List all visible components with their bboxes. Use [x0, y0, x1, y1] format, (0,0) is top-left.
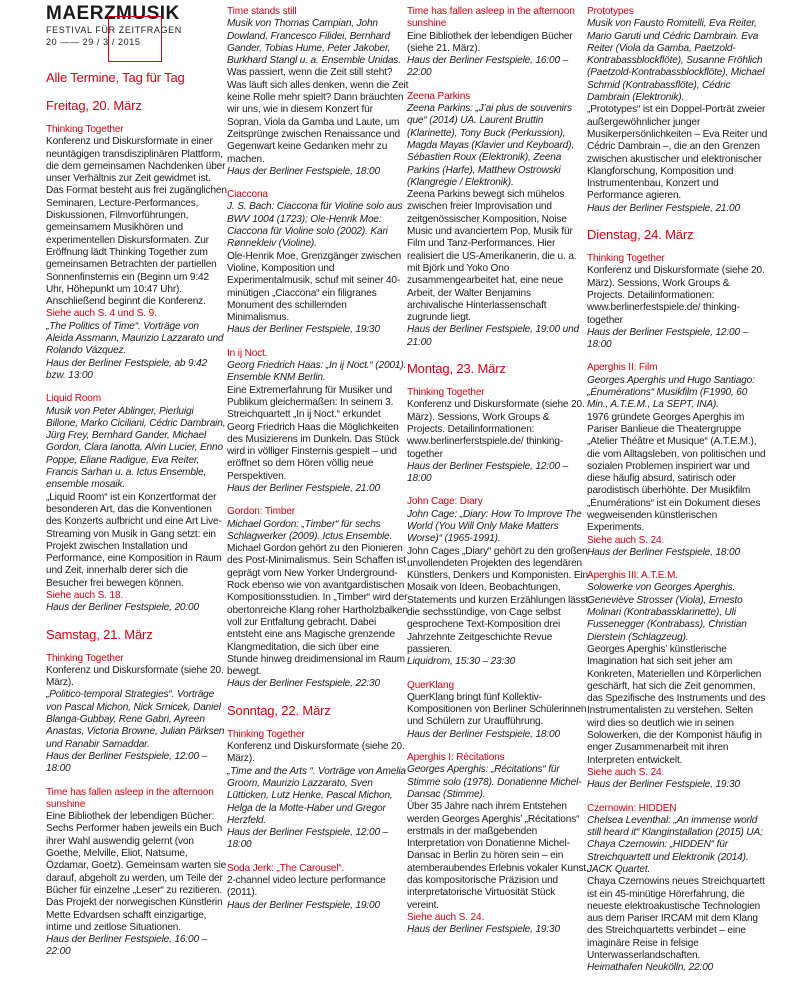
event-aperghis-atem	[587, 570, 769, 791]
event-venue: Haus der Berliner Festspiele, ab 9:42 bzw. 13:00	[46, 357, 208, 381]
event-venue: Haus der Berliner Festspiele, 19:30	[227, 324, 380, 336]
event-body: Konferenz und Diskursformate (siehe 20. März). Sessions, Work Groups & Projects. Detailinformationen: www.berlinerfestspiele.de/ thinking-together	[587, 265, 765, 326]
column-3	[407, 6, 589, 947]
event-gordon-timber	[227, 506, 409, 690]
day-heading-tuesday: Dienstag, 24. März	[587, 227, 694, 243]
event-body: QuerKlang bringt fünf Kollektiv-Kompositionen von Berliner Schülerinnen und Schülern zur Uraufführung.	[407, 691, 587, 728]
event-venue: Haus der Berliner Festspiele, 19:30	[587, 779, 740, 791]
event-liquid-room	[46, 393, 228, 614]
event-title: Soda Jerk: „The Carousel“.	[227, 862, 345, 874]
event-title: Gordon: Timber	[227, 506, 296, 518]
event-venue: Haus der Berliner Festspiele, 19:00 und 21:00	[407, 324, 580, 348]
event-title: Aperghis II: Film	[587, 362, 658, 374]
event-ciaccona	[227, 189, 409, 337]
event-credits: „Politico-temporal Strategies“. Vorträge von Pascal Michon, Nick Srnicek, Daniel Blanga-Gubbay, Rene Gabri, Ayreen Anastas, Victoria Browne, Julian Pärksen und Ranabir Samaddar.	[46, 689, 225, 750]
event-credits: „Time and the Arts “. Vorträge von Amelia Groom, Maurizio Lazzarato, Sven Lütticken, Lutz Henke, Pascal Michon, Helga de la Motte-Haber und Gregor Herzfeld.	[227, 765, 406, 826]
event-venue: Haus der Berliner Festspiele, 22:30	[227, 678, 380, 690]
event-thinking-together-so	[227, 729, 409, 852]
event-body: Zeena Parkins bewegt sich mühelos zwischen freier Improvisation und zeitgenössischer Komposition, Noise Music und avanciertem Pop, Musik für Film und Tanz-Performances. Hier realisiert die US-Amerikanerin, die u. a. mit Björk und Yoko Ono zusammengearbeitet hat, eine neue Arbeit, der Walter Benjamins archivalische Hinterlassenschaft zugrunde liegt.	[407, 189, 577, 324]
day-heading-sunday: Sonntag, 22. März	[227, 702, 331, 718]
event-soda-jerk	[227, 863, 409, 912]
event-reference: Siehe auch S. 24.	[407, 911, 485, 923]
event-venue: Haus der Berliner Festspiele, 21:00	[587, 202, 740, 214]
event-title: In ij Noct.	[227, 347, 268, 359]
event-title: Time stands still	[227, 6, 297, 17]
event-title: Zeena Parkins	[407, 90, 471, 102]
event-in-ij-noct	[227, 348, 409, 496]
event-venue: Haus der Berliner Festspiele, 19:30	[407, 924, 560, 936]
event-credits: Musik von Peter Ablinger, Pierluigi Billone, Marko Ciciliani, Cédric Dambrain, Jürg Frey, Bernhard Gander, Michael Gordon, Clara Ianotta, Alvin Lucier, Enno Poppe, Eliane Radigue, Eva Reiter, Francis Sarhan u. a. Ictus Ensemble, ensemble mosaik.	[46, 405, 226, 491]
event-reference: Siehe auch S. 24.	[587, 534, 665, 546]
event-credits: Chelsea Leventhal: „An immense world still heard it“ Klanginstallation (2015) UA; Chaya Czernowin: „HIDDEN“ für Streichquartett und Elektronik (2014). JACK Quartet.	[587, 814, 763, 875]
event-body: Über 35 Jahre nach ihrem Entstehen werden Georges Aperghis’ „Récitations“ erstmals in der maßgebenden Interpretation von Donatienne Michel-Dansac in Berlin zu hören sein – ein atemberaubendes Erlebnis vokaler Kunst, das kompositorische Präzision und interpretatorische Virtuosität Stück vereint.	[407, 801, 589, 911]
event-body: Chaya Czernowins neues Streichquartett ist ein 45-minütige Hörerfahrung, die neueste elektroakustische Technologien aus dem Pariser IRCAM mit dem Klang des Streichquartetts verbindet – eine imaginäre Reise in felsige Unterwasserlandschaften.	[587, 876, 765, 962]
event-time-stands-still	[227, 6, 409, 178]
event-reference: Siehe auch S. 18.	[46, 589, 124, 601]
event-venue: Haus der Berliner Festspiele, 18:00	[587, 546, 740, 558]
event-credits: Georg Friedrich Haas: „In ij Noct.“ (2001). Ensemble KNM Berlin.	[227, 360, 407, 384]
logo-frame	[108, 16, 162, 62]
event-venue: Haus der Berliner Festspiele, 12:00 – 18:00	[46, 750, 208, 775]
event-title: Thinking Together	[227, 728, 305, 740]
event-time-has-fallen-asleep-so	[407, 6, 589, 80]
event-body: John Cages „Diary“ gehört zu den großen unvollendeten Projekten des legendären Künstlers, Denkers und Komponisten. Ein Mosaik von Ideen, Beobachtungen, Statements und kurzen Erzählungen lässt die sechsstündige, von Cage selbst gesprochene Text-Komposition drei Jahrzehnte Zeitgeschichte Revue passieren.	[407, 545, 588, 655]
event-body: Konferenz und Diskursformate (siehe 20. März).	[227, 741, 405, 765]
column-2	[227, 6, 409, 923]
event-aperghis-film	[587, 362, 769, 559]
event-title: Ciaccona	[227, 189, 268, 201]
event-title: QuerKlang	[407, 679, 454, 691]
event-title: John Cage: Diary	[407, 496, 483, 508]
event-prototypes	[587, 6, 769, 215]
event-title: Thinking Together	[46, 652, 124, 664]
event-credits: Michael Gordon: „Timber“ für sechs Schlagwerker (2009). Ictus Ensemble.	[227, 518, 393, 542]
event-venue: Haus der Berliner Festspiele, 19:00	[227, 899, 380, 911]
event-body: Konferenz und Diskursformate (siehe 20. März).	[46, 664, 224, 689]
event-body: 2-channel video lecture performance (2011).	[227, 875, 386, 899]
event-title: Thinking Together	[587, 253, 665, 265]
day-heading-monday: Montag, 23. März	[407, 361, 506, 377]
event-zeena-parkins	[407, 91, 589, 349]
event-venue: Heimathafen Neukölln, 22:00	[587, 962, 714, 974]
event-title: Time has fallen asleep in the afternoon sunshine	[407, 6, 575, 30]
event-body: Ole-Henrik Moe, Grenzgänger zwischen Violine, Komposition und Experimentalmusik, schuf mit seiner 40-minütigen „Ciaccona“ ein filigranes Monument des schillernden Minimalismus.	[227, 250, 402, 324]
event-credits: Musik von Fausto Romitelli, Eva Reiter, Mario Garuti und Cédric Dambrain. Eva Reiter (Viola da Gamba, Paetzold-Kontrabassblockflöte), Susanne Fröhlich (Paetzold-Kontrabassblockflöte), Michael Schmid (Kontrabassflöte), Cédric Dambrain (Elektronik).	[587, 18, 765, 104]
event-title: Liquid Room	[46, 393, 102, 405]
event-body: „Liquid Room“ ist ein Konzertformat der besonderen Art, das die Konventionen des Konzerts aufbricht und eine Art Live-Streaming von Musik in Gang setzt: ein Projekt zwischen Installation und Performance, eine Komposition in Raum und Zeit, innerhalb derer sich die Besucher frei bewegen können.	[46, 491, 222, 589]
event-thinking-together-sa	[46, 653, 228, 776]
event-body: 1976 gründete Georges Aperghis im Pariser Banlieue die Theatergruppe „Atelier Théâtre et Musique“ (A.T.E.M.), die vom Alltagsleben, von politischen und sozialen Problemen inspiriert war und diese häufig absurd, satirisch oder parodistisch überhöhte. Der Musikfilm „Énumérations“ ist ein Dokument dieses wegweisenden künstlerischen Experiments.	[587, 411, 766, 534]
event-thinking-together-fr	[46, 124, 228, 382]
logo-name: MAERZMUSIK	[46, 3, 180, 24]
event-john-cage-diary	[407, 496, 589, 668]
event-body: Konferenz und Diskursformate (siehe 20. März). Sessions, Work Groups & Projects. Detailinformationen: www.berlinerferstspiele.de/ thinking-together	[407, 399, 585, 460]
day-heading-friday: Freitag, 20. März	[46, 98, 142, 113]
event-title: Aperghis III: A.T.E.M.	[587, 570, 678, 582]
event-body: Was passiert, wenn die Zeit still steht? Was läuft sich alles denken, wenn die Zeit keine Rolle mehr spielt? Dann bräuchten wir uns, wie in diesem Konzert für Sopran, Viola da Gamba und Laute, um Zeitsprünge zwischen Renaissance und Gegenwart keine Gedanken mehr zu machen.	[227, 67, 409, 165]
event-body: Georges Aperghis’ künstlerische Imagination hat sich seit jeher am Konkreten, Materiellen und Körperlichen geschärft, hat sich die Zeit genommen, das Spezifische des Instruments und des Instrumentalisten zu verstehen. Selten wird dies so deutlich wie in seinen Solowerken, die der Komponist häufig in enger Zusammenarbeit mit ihren Interpreten entwickelt.	[587, 643, 766, 766]
event-venue: Haus der Berliner Festspiele, 16:00 – 22:00	[46, 934, 208, 958]
event-body: Michael Gordon gehört zu den Pionieren des Post-Minimalismus. Sein Schaffen ist geprägt vom New Yorker Underground-Rock ebenso wie von avantgardistischen Kompositionsstudien. In „Timber“ wird der obertonreiche Klang roher Hartholzbalken voll zur Entfaltung gebracht. Dabei entsteht eine ans Magische grenzende Klangmeditation, die sich über eine Stunde hinweg dreidimensional im Raum bewegt.	[227, 543, 408, 678]
event-venue: Haus der Berliner Festspiele, 12:00 – 18:00	[587, 326, 749, 351]
event-venue: Haus der Berliner Festspiele, 12:00 – 18:00	[407, 460, 569, 485]
event-venue: Haus der Berliner Festspiele, 12:00 – 18:00	[227, 827, 389, 851]
event-credits: John Cage: „Diary: How To Improve The World (You Will Only Make Matters Worse)“ (1965-1991).	[407, 508, 582, 545]
event-body: Eine Bibliothek der lebendigen Bücher (siehe 21. März).	[407, 30, 573, 54]
event-venue: Liquidrom, 15:30 – 23:30	[407, 656, 516, 668]
event-aperghis-recitations	[407, 752, 589, 936]
event-credits: J. S. Bach: Ciaccona für Violine solo aus BWV 1004 (1723); Ole-Henrik Moe: Ciaccona für Violine solo (2002). Kari Rønnekleiv (Violine).	[227, 201, 403, 250]
event-venue: Haus der Berliner Festspiele, 20:00	[46, 602, 199, 614]
event-querklang	[407, 680, 589, 741]
event-title: Thinking Together	[407, 387, 485, 399]
festival-logo	[46, 4, 228, 70]
event-credits: „The Politics of Time“. Vorträge von Aleida Assmann, Maurizio Lazzarato und Rolando Vázquez.	[46, 320, 224, 357]
event-body: Eine Bibliothek der lebendigen Bücher: Sechs Performer haben jeweils ein Buch ihrer Wahl auswendig gelernt (von Goethe, Melville, Eliot, Natsume, Özdamar, Goetz). Gemeinsam warten sie darauf, abgeholt zu werden, um Teile der Bücher für einzelne „Leser“ zu rezitieren. Das Projekt der norwegischen Künstlerin Mette Edvardsen schafft einzigartige, intime und zeitlose Situationen.	[46, 811, 227, 933]
column-4	[587, 6, 769, 986]
event-thinking-together-di	[587, 253, 769, 351]
event-thinking-together-mo	[407, 387, 589, 485]
day-heading-saturday: Samstag, 21. März	[46, 626, 153, 642]
logo-dates: 20 —— 29 / 3 / 2015	[46, 37, 141, 47]
column-1	[46, 4, 228, 970]
event-title: Czernowin: HIDDEN	[587, 802, 677, 814]
event-title: Aperghis I: Récitations	[407, 752, 505, 764]
event-credits: Zeena Parkins: „J’ai plus de souvenirs que“ (2014) UA. Laurent Bruttin (Klarinette), Tony Buck (Perkussion), Magda Mayas (Klavier und Keyboard), Sébastien Roux (Elektronik), Zeena Parkins (Harfe), Matthew Ostrowski (Klangregie / Elektronik).	[407, 103, 574, 188]
event-venue: Haus der Berliner Festspiele, 18:00	[227, 165, 380, 177]
event-title: Thinking Together	[46, 124, 124, 135]
event-title: Time has fallen asleep in the afternoon sunshine	[46, 786, 214, 810]
page-title: Alle Termine, Tag für Tag	[46, 70, 185, 85]
event-venue: Haus der Berliner Festspiele, 18:00	[407, 728, 560, 740]
event-body: Konferenz und Diskursformate in einer neuntägigen transdisziplinären Plattform, die dem gemeinsamen Nachdenken über unser Verhältnis zur Zeit gewidmet ist. Das Format besteht aus frei zugänglichen Seminaren, Lecture-Performances, Diskussionen, Filmvorführungen, gemeinsamem Musikhören und experimentellen Diskursformaten. Zur Eröffnung lädt Thinking Together zum gemeinsamen Betrachten der partiellen Sonnenfinsternis ein (Beginn um 9:42 Uhr, Höhepunkt um 10:47 Uhr). Anschließend beginnt die Konferenz.	[46, 136, 227, 308]
event-title: Prototypes	[587, 6, 634, 17]
event-time-has-fallen-asleep-sa	[46, 787, 228, 959]
event-credits: Georges Aperghis: „Récitations“ für Stimme solo (1978). Donatienne Michel-Dansac (Stimme).	[407, 764, 582, 800]
event-venue: Haus der Berliner Festspiele, 21:00	[227, 482, 380, 494]
event-body: „Prototypes“ ist ein Doppel-Porträt zweier außergewöhnlicher junger Musikerpersönlichkeiten – Eva Reiter und Cédric Dambrain –, die an den Grenzen zwischen akustischer und elektronischer Klangforschung, Komposition und Instrumentenbau, Konzert und Performance agieren.	[587, 104, 768, 202]
event-czernowin-hidden	[587, 803, 769, 975]
event-body: Eine Extremerfahrung für Musiker und Publikum gleichermaßen: In seinem 3. Streichquartett „In ij Noct.“ erkundet Georg Friedrich Haas die Möglichkeiten des Musizierens im Dunkeln. Das Stück wird in völliger Finsternis gespielt – und eröffnet so dem Hören völlig neue Perspektiven.	[227, 384, 400, 482]
event-reference: Siehe auch S. 4 und S. 9.	[46, 308, 157, 320]
event-venue: Haus der Berliner Festspiele, 16:00 – 22:00	[407, 55, 569, 79]
event-reference: Siehe auch S. 24.	[587, 766, 665, 778]
logo-subtitle: FESTIVAL FÜR ZEITFRAGEN	[46, 25, 182, 35]
event-credits: Musik von Thomas Campian, John Dowland, Francesco Filidei, Bernhard Gander, Tobias Hume, Peter Jakober, Burkhard Stangl u. a. Ensemble Unidas.	[227, 18, 401, 67]
event-credits: Georges Aperghis und Hugo Santiago: „Énumérations“ Musikfilm (F1990, 60 Min., A.T.E.M., La SEPT, INA).	[587, 374, 755, 411]
event-credits: Solowerke von Georges Aperghis. Geneviève Strosser (Viola), Ernesto Molinari (Kontrabassklarinette), Uli Fussenegger (Kontrabass), Christian Dierstein (Schlagzeug).	[587, 582, 747, 643]
